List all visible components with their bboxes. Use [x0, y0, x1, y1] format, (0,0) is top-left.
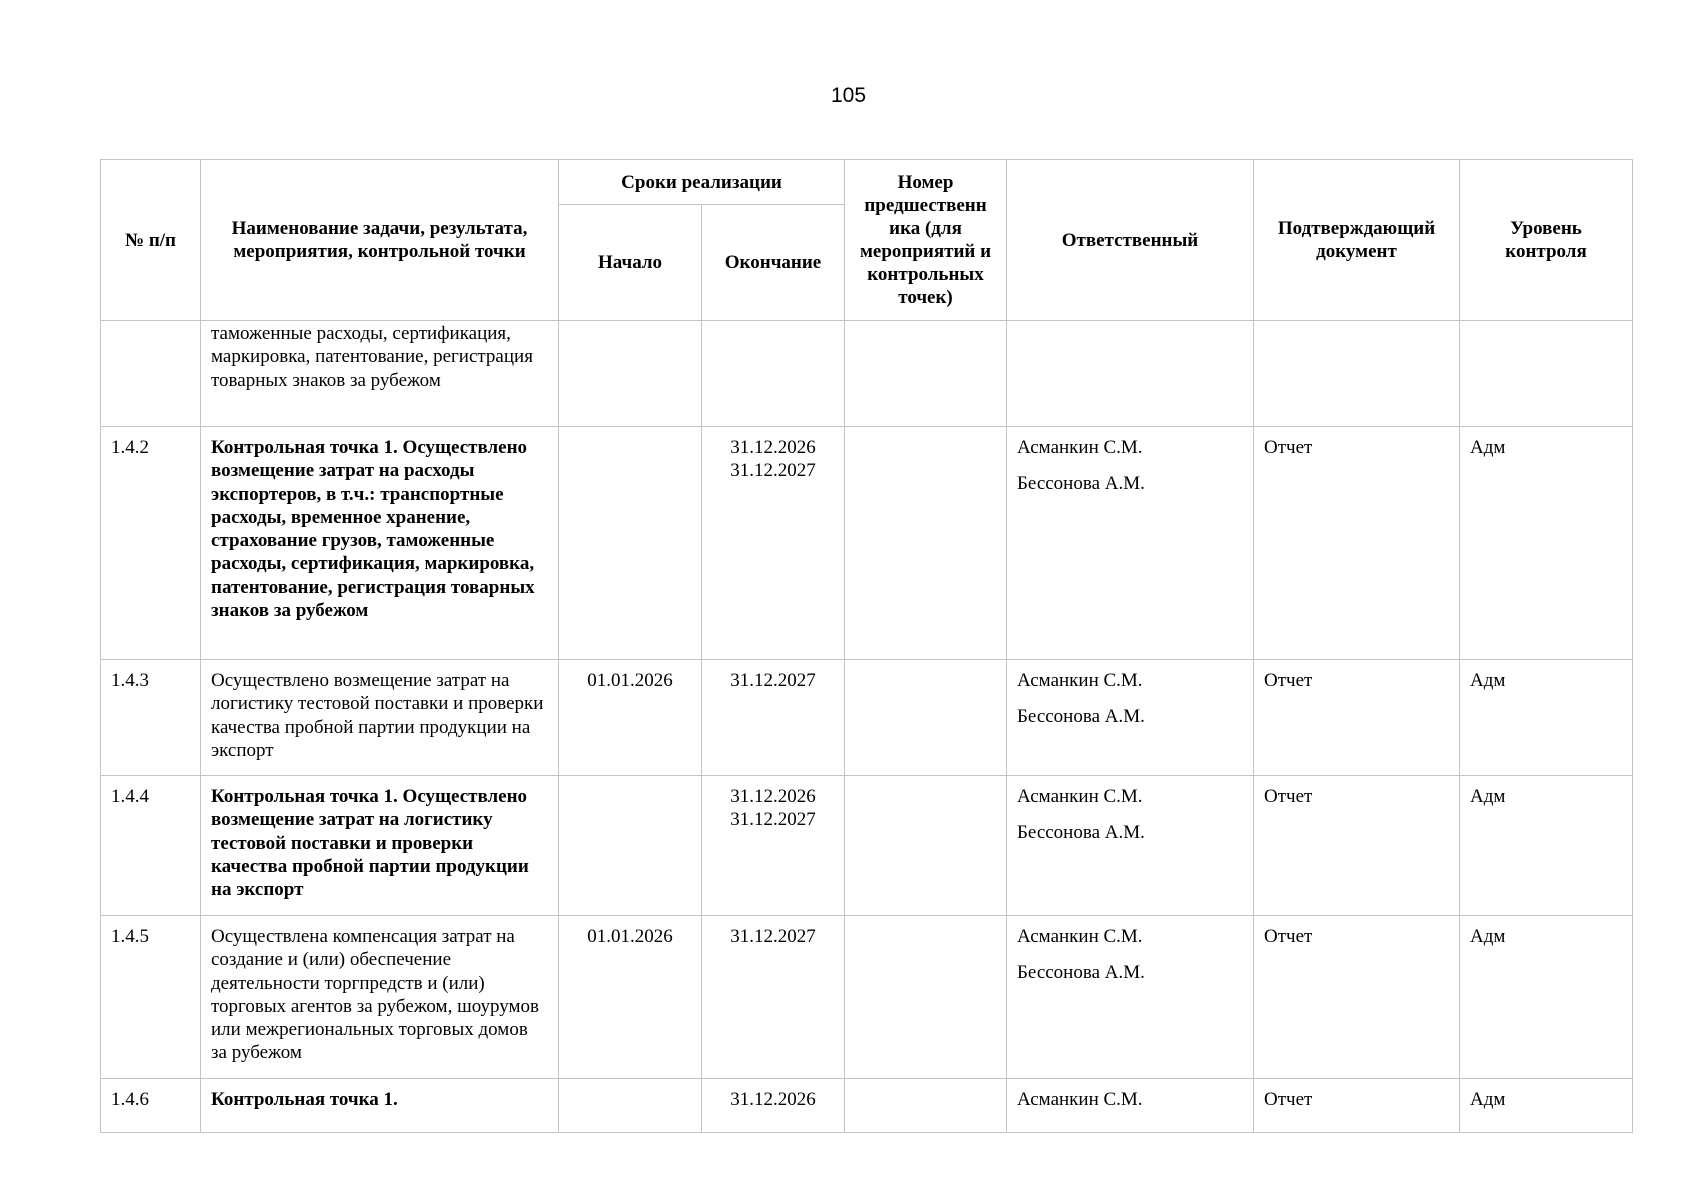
- header-name: Наименование задачи, результата, мероприятия, контрольной точки: [201, 160, 559, 321]
- header-start: Начало: [559, 205, 702, 321]
- cell-control: Адм: [1460, 916, 1633, 1079]
- responsible-person: Бессонова А.М.: [1017, 961, 1145, 983]
- header-end: Окончание: [702, 205, 845, 321]
- responsible-person: Бессонова А.М.: [1017, 821, 1145, 843]
- cell-name: таможенные расходы, сертификация, маркировка, патентование, регистрация товарных знаков за рубежом: [201, 321, 559, 427]
- header-document: Подтверждающий документ: [1254, 160, 1460, 321]
- responsible-person: Бессонова А.М.: [1017, 472, 1145, 494]
- end-date: 31.12.2026: [730, 437, 816, 458]
- responsible-person: Бессонова А.М.: [1017, 705, 1145, 727]
- page-number: 105: [830, 84, 867, 107]
- cell-end: [702, 660, 845, 776]
- header-control: Уровень контроля: [1460, 160, 1633, 321]
- cell-end: [702, 427, 845, 660]
- cell-name: Осуществлена компенсация затрат на создание и (или) обеспечение деятельности торгпредств и (или) торговых агентов за рубежом, шоурумов или межрегиональных торговых домов за рубежом: [201, 916, 559, 1079]
- end-date: 31.12.2026: [730, 1089, 816, 1110]
- cell-name: Контрольная точка 1. Осуществлено возмещение затрат на расходы экспортеров, в т.ч.: транспортные расходы, временное хранение, страхование грузов, таможенные расходы, сертификация, маркировка, патентование, регистрация товарных знаков за рубежом: [201, 427, 559, 660]
- cell-predecessor: [845, 321, 1007, 427]
- table-row: [101, 916, 1633, 1079]
- cell-num: 1.4.2: [101, 427, 201, 660]
- cell-responsible: [1007, 776, 1254, 916]
- cell-control: Адм: [1460, 427, 1633, 660]
- cell-document: [1254, 321, 1460, 427]
- cell-control: Адм: [1460, 660, 1633, 776]
- cell-name: Осуществлено возмещение затрат на логистику тестовой поставки и проверки качества пробной партии продукции на экспорт: [201, 660, 559, 776]
- end-date: 31.12.2027: [730, 460, 816, 482]
- cell-document: Отчет: [1254, 427, 1460, 660]
- responsible-person: Асманкин С.М.: [1017, 1089, 1143, 1110]
- cell-end: [702, 916, 845, 1079]
- cell-responsible: [1007, 427, 1254, 660]
- end-date: 31.12.2027: [730, 670, 816, 691]
- table-row: [101, 321, 1633, 427]
- cell-start: 01.01.2026: [559, 916, 702, 1079]
- end-date: 31.12.2027: [730, 809, 816, 831]
- cell-start: 01.01.2026: [559, 660, 702, 776]
- cell-start: [559, 321, 702, 427]
- table-row: [101, 1079, 1633, 1133]
- cell-start: [559, 1079, 702, 1133]
- cell-num: 1.4.6: [101, 1079, 201, 1133]
- cell-predecessor: [845, 660, 1007, 776]
- end-date: 31.12.2026: [730, 786, 816, 807]
- cell-responsible: [1007, 1079, 1254, 1133]
- cell-end: [702, 776, 845, 916]
- cell-name: Контрольная точка 1. Осуществлено возмещение затрат на логистику тестовой поставки и проверки качества пробной партии продукции на экспорт: [201, 776, 559, 916]
- cell-responsible: [1007, 660, 1254, 776]
- cell-control: Адм: [1460, 776, 1633, 916]
- header-period: Сроки реализации: [559, 160, 845, 205]
- responsible-person: Асманкин С.М.: [1017, 926, 1143, 947]
- cell-end: [702, 1079, 845, 1133]
- cell-document: Отчет: [1254, 660, 1460, 776]
- cell-responsible: [1007, 916, 1254, 1079]
- cell-num: 1.4.4: [101, 776, 201, 916]
- cell-control: Адм: [1460, 1079, 1633, 1133]
- cell-predecessor: [845, 1079, 1007, 1133]
- table-row: [101, 660, 1633, 776]
- cell-predecessor: [845, 427, 1007, 660]
- cell-document: Отчет: [1254, 916, 1460, 1079]
- cell-num: 1.4.3: [101, 660, 201, 776]
- cell-end: [702, 321, 845, 427]
- header-responsible: Ответственный: [1007, 160, 1254, 321]
- cell-num: 1.4.5: [101, 916, 201, 1079]
- cell-start: [559, 427, 702, 660]
- header-predecessor: Номер предшественн ика (для мероприятий и контрольных точек): [845, 160, 1007, 321]
- cell-start: [559, 776, 702, 916]
- cell-predecessor: [845, 916, 1007, 1079]
- table-row: [101, 427, 1633, 660]
- cell-name: Контрольная точка 1.: [201, 1079, 559, 1133]
- cell-predecessor: [845, 776, 1007, 916]
- table-row: [101, 776, 1633, 916]
- cell-responsible: [1007, 321, 1254, 427]
- plan-table: [100, 159, 1633, 1133]
- cell-num: [101, 321, 201, 427]
- cell-document: Отчет: [1254, 776, 1460, 916]
- responsible-person: Асманкин С.М.: [1017, 437, 1143, 458]
- responsible-person: Асманкин С.М.: [1017, 670, 1143, 691]
- cell-document: Отчет: [1254, 1079, 1460, 1133]
- cell-control: [1460, 321, 1633, 427]
- header-num: № п/п: [101, 160, 201, 321]
- end-date: 31.12.2027: [730, 926, 816, 947]
- responsible-person: Асманкин С.М.: [1017, 786, 1143, 807]
